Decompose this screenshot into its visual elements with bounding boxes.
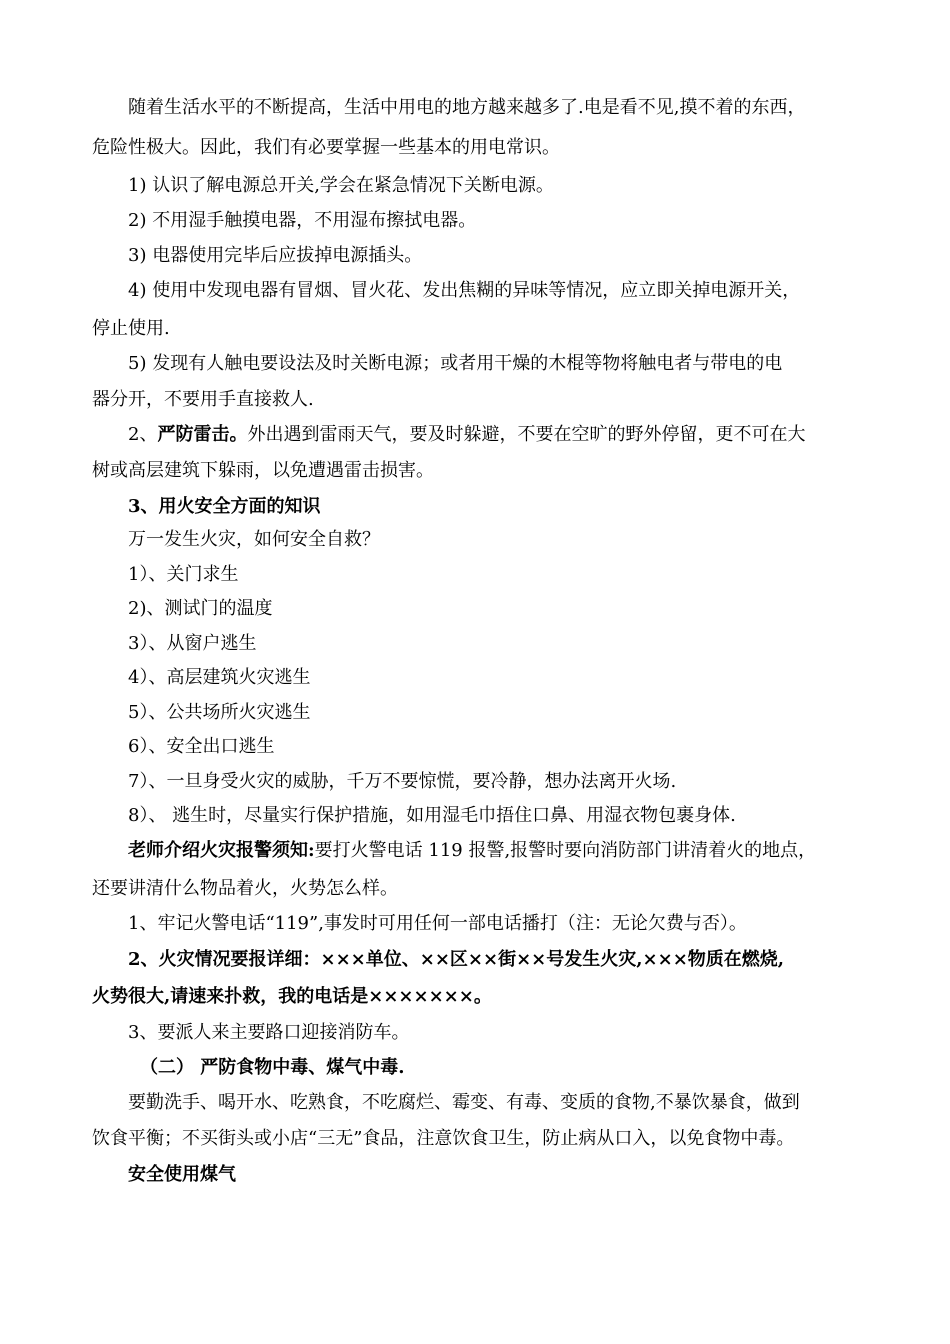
alarm-heading: 老师介绍火灾报警须知: [128, 840, 315, 861]
food-gas-heading: （二） 严防食物中毒、煤气中毒. [140, 1057, 405, 1078]
electric-tip-2: 2) 不用湿手触摸电器，不用湿布擦拭电器。 [128, 210, 477, 231]
electric-tip-4-line-2: 停止使用. [92, 318, 170, 339]
electric-tip-5-line-2: 器分开，不要用手直接救人. [92, 389, 314, 410]
gas-safety-heading: 安全使用煤气 [128, 1164, 236, 1185]
alarm-paragraph-line-2: 还要讲清什么物品着火，火势怎么样。 [92, 878, 398, 899]
intro-paragraph-line-2: 危险性极大。因此，我们有必要掌握一些基本的用电常识。 [92, 137, 560, 158]
food-paragraph-line-2: 饮食平衡；不买街头或小店“三无”食品，注意饮食卫生，防止病从口入，以免食物中毒。 [92, 1128, 795, 1149]
alarm-paragraph-line-1: 老师介绍火灾报警须知:要打火警电话 119 报警,报警时要向消防部门讲清着火的地点， [128, 840, 817, 861]
alarm-tip-2-line-2: 火势很大,请速来扑救，我的电话是×××××××。 [92, 986, 492, 1007]
fire-tip-4: 4）、高层建筑火灾逃生 [128, 667, 311, 688]
fire-tip-5: 5）、公共场所火灾逃生 [128, 702, 311, 723]
electric-tip-1: 1) 认识了解电源总开关,学会在紧急情况下关断电源。 [128, 175, 554, 196]
lightning-paragraph-line-1: 2、严防雷击。外出遇到雷雨天气，要及时躲避，不要在空旷的野外停留，更不可在大 [128, 424, 806, 445]
alarm-tip-1: 1、牢记火警电话“119”,事发时可用任何一部电话播打（注：无论欠费与否）。 [128, 913, 747, 934]
fire-tip-6: 6）、安全出口逃生 [128, 736, 275, 757]
alarm-tip-2-line-1: 2、火灾情况要报详细：×××单位、××区××街××号发生火灾,×××物质在燃烧, [128, 949, 785, 970]
fire-tip-3: 3）、从窗户逃生 [128, 633, 257, 654]
electric-tip-5-line-1: 5) 发现有人触电要设法及时关断电源；或者用干燥的木棍等物将触电者与带电的电 [128, 353, 783, 374]
lightning-paragraph-line-2: 树或高层建筑下躲雨，以免遭遇雷击损害。 [92, 460, 434, 481]
alarm-tip-3: 3、要派人来主要路口迎接消防车。 [128, 1022, 410, 1043]
electric-tip-3: 3) 电器使用完毕后应拔掉电源插头。 [128, 245, 423, 266]
food-paragraph-line-1: 要勤洗手、喝开水、吃熟食，不吃腐烂、霉变、有毒、变质的食物,不暴饮暴食，做到 [128, 1092, 800, 1113]
lightning-heading: 严防雷击。 [157, 424, 248, 445]
fire-question: 万一发生火灾，如何安全自救？ [128, 529, 380, 550]
fire-tip-2: 2)、测试门的温度 [128, 598, 273, 619]
intro-paragraph-line-1: 随着生活水平的不断提高，生活中用电的地方越来越多了.电是看不见,摸不着的东西， [128, 97, 806, 118]
fire-safety-heading: 3、用火安全方面的知识 [128, 496, 321, 517]
fire-tip-8: 8）、 逃生时，尽量实行保护措施，如用湿毛巾捂住口鼻、用湿衣物包裹身体. [128, 805, 736, 826]
fire-tip-1: 1）、关门求生 [128, 564, 239, 585]
electric-tip-4-line-1: 4) 使用中发现电器有冒烟、冒火花、发出焦糊的异味等情况，应立即关掉电源开关， [128, 280, 801, 301]
fire-tip-7: 7）、一旦身受火灾的威胁，千万不要惊慌，要冷静，想办法离开火场. [128, 771, 677, 792]
